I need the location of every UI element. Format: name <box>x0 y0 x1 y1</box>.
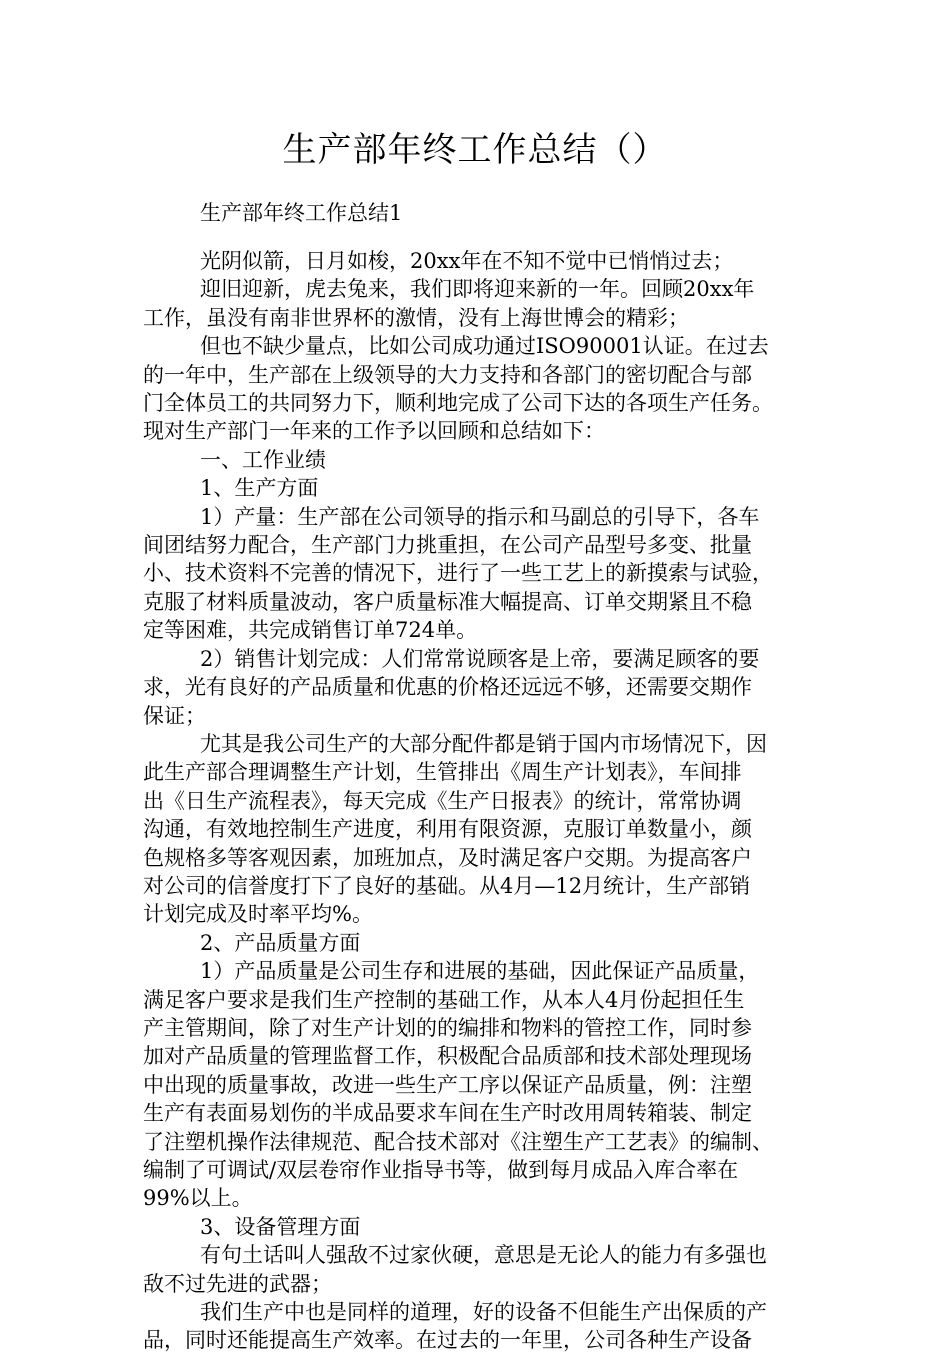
text-line: 保证； <box>143 703 206 728</box>
text-line: 加对产品质量的管理监督工作，积极配合品质部和技术部处理现场 <box>143 1044 752 1069</box>
text-line: 间团结努力配合，生产部门力挑重担，在公司产品型号多变、批量 <box>143 533 752 558</box>
text-line: 光阴似箭，日月如梭，20xx年在不知不觉中已悄悄过去； <box>200 249 734 273</box>
text-line: 的一年中，生产部在上级领导的大力支持和各部门的密切配合与部 <box>143 362 752 387</box>
text-line: 1）产品质量是公司生存和进展的基础，因此保证产品质量， <box>200 959 760 984</box>
text-line: 3、设备管理方面 <box>200 1214 361 1239</box>
text-line: 定等困难，共完成销售订单724单。 <box>143 618 478 643</box>
text-line: 小、技术资料不完善的情况下，进行了一些工艺上的新摸索与试验， <box>143 561 773 586</box>
document-title: 生产部年终工作总结（） <box>282 130 668 170</box>
text-line: 编制了可调试/双层卷帘作业指导书等，做到每月成品入库合率在 <box>143 1158 739 1182</box>
text-line: 1、生产方面 <box>200 476 319 501</box>
text-line: 产主管期间，除了对生产计划的的编排和物料的管控工作，同时参 <box>143 1015 752 1040</box>
document-subtitle: 生产部年终工作总结1 <box>200 201 403 225</box>
text-line: 门全体员工的共同努力下，顺利地完成了公司下达的各项生产任务。 <box>143 391 773 416</box>
text-line: 2、产品质量方面 <box>200 930 361 955</box>
text-line: 满足客户要求是我们生产控制的基础工作，从本人4月份起担任生 <box>143 987 745 1012</box>
text-line: 求，光有良好的产品质量和优惠的价格还远远不够，还需要交期作 <box>143 675 752 700</box>
text-line: 出《日生产流程表》，每天完成《生产日报表》的统计，常常协调 <box>143 788 742 813</box>
text-line: 计划完成及时率平均%。 <box>143 902 373 927</box>
text-line: 对公司的信誉度打下了良好的基础。从4月—12月统计，生产部销 <box>143 873 751 898</box>
text-line: 敌不过先进的武器； <box>143 1271 332 1296</box>
text-line: 工作，虽没有南非世界杯的激情，没有上海世博会的精彩； <box>143 305 689 330</box>
text-line: 现对生产部门一年来的工作予以回顾和总结如下： <box>143 419 605 444</box>
text-line: 一、工作业绩 <box>200 447 326 472</box>
text-line: 尤其是我公司生产的大部分配件都是销于国内市场情况下，因 <box>200 731 767 756</box>
text-line: 1）产量：生产部在公司领导的指示和马副总的引导下，各车 <box>200 504 760 529</box>
text-line: 生产有表面易划伤的半成品要求车间在生产时改用周转箱装、制定 <box>143 1101 752 1126</box>
text-line: 品，同时还能提高生产效率。在过去的一年里，公司各种生产设备 <box>143 1328 752 1353</box>
document-body <box>143 247 815 1355</box>
text-line: 但也不缺少量点，比如公司成功通过ISO90001认证。在过去 <box>200 334 769 359</box>
text-line: 此生产部合理调整生产计划，生管排出《周生产计划表》，车间排 <box>143 760 742 785</box>
text-line: 沟通，有效地控制生产进度，利用有限资源，克服订单数量小，颜 <box>143 817 752 842</box>
text-line: 中出现的质量事故，改进一些生产工序以保证产品质量，例：注塑 <box>143 1072 752 1097</box>
text-line: 99%以上。 <box>143 1186 253 1211</box>
text-line: 2）销售计划完成：人们常常说顾客是上帝，要满足顾客的要 <box>200 646 760 671</box>
text-line: 我们生产中也是同样的道理，好的设备不但能生产出保质的产 <box>200 1300 767 1325</box>
text-line: 色规格多等客观因素，加班加点，及时满足客户交期。为提高客户 <box>143 845 752 870</box>
text-line: 有句土话叫人强敌不过家伙硬，意思是无论人的能力有多强也 <box>200 1243 767 1268</box>
text-line: 了注塑机操作法律规范、配合技术部对《注塑生产工艺表》的编制、 <box>143 1129 773 1154</box>
text-line: 迎旧迎新，虎去兔来，我们即将迎来新的一年。回顾20xx年 <box>200 277 755 302</box>
text-line: 克服了材料质量波动，客户质量标准大幅提高、订单交期紧且不稳 <box>143 589 752 614</box>
